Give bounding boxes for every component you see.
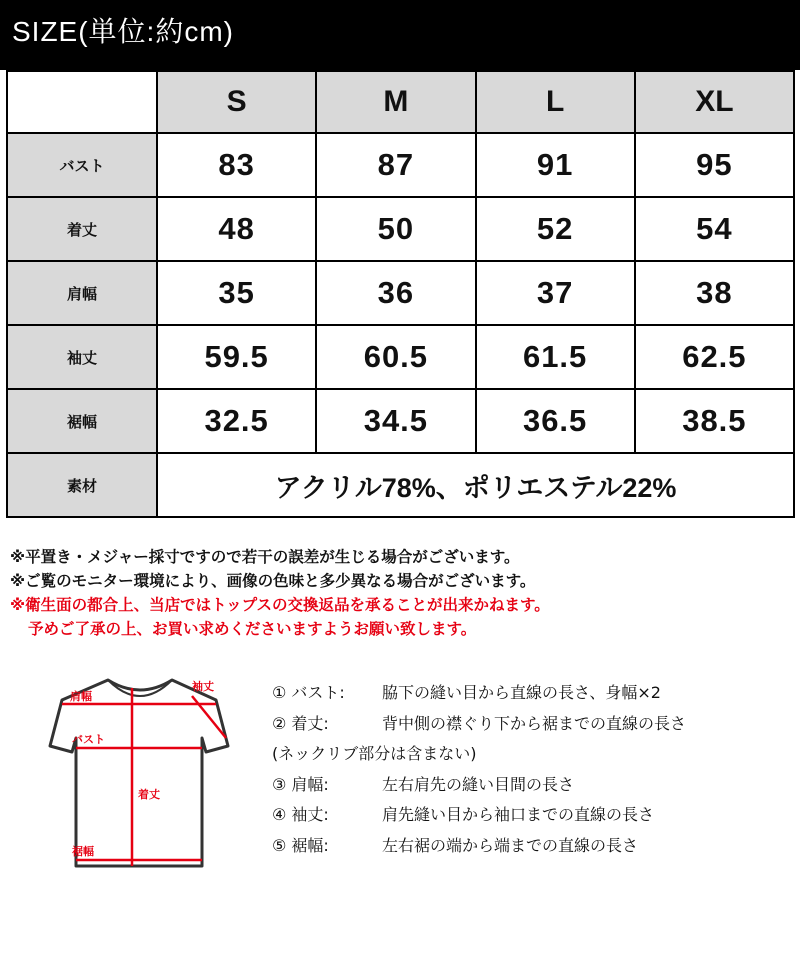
- row-label-length: 着丈: [7, 197, 157, 261]
- cell-value: 50: [316, 197, 475, 261]
- size-header-s: S: [157, 71, 316, 133]
- size-header-l: L: [476, 71, 635, 133]
- legend-desc: 肩先縫い目から袖口までの直線の長さ: [382, 805, 655, 824]
- diagram-label-sleeve: 袖丈: [192, 680, 214, 693]
- size-header-m: M: [316, 71, 475, 133]
- size-header-xl: XL: [635, 71, 794, 133]
- legend-item: [272, 770, 792, 801]
- legend-key: ③ 肩幅:: [272, 774, 329, 794]
- collar-outline: [108, 680, 172, 696]
- cell-value: 61.5: [476, 325, 635, 389]
- row-label-material: 素材: [7, 453, 157, 517]
- cell-value: 54: [635, 197, 794, 261]
- note-monitor: ※ご覧のモニター環境により、画像の色味と多少異なる場合がございます。: [10, 572, 536, 590]
- cell-value: 36: [316, 261, 475, 325]
- cell-value: 83: [157, 133, 316, 197]
- row-label-shoulder: 肩幅: [7, 261, 157, 325]
- row-label-bust: バスト: [7, 133, 157, 197]
- legend-key: ④ 袖丈:: [272, 805, 329, 824]
- measurement-legend: [272, 678, 792, 861]
- table-corner: [7, 71, 157, 133]
- cell-value: 91: [476, 133, 635, 197]
- cell-value: 32.5: [157, 389, 316, 453]
- legend-item: [272, 739, 792, 770]
- cell-value: 59.5: [157, 325, 316, 389]
- material-row: [7, 453, 794, 517]
- cell-value: 48: [157, 197, 316, 261]
- cell-value: 35: [157, 261, 316, 325]
- diagram-label-shoulder: 肩幅: [70, 690, 92, 703]
- cell-value: 60.5: [316, 325, 475, 389]
- cell-value: 37: [476, 261, 635, 325]
- diagram-label-hem: 裾幅: [72, 845, 94, 858]
- table-row: [7, 133, 794, 197]
- cell-value: 36.5: [476, 389, 635, 453]
- diagram-label-bust: バスト: [72, 733, 105, 746]
- cell-value: 62.5: [635, 325, 794, 389]
- cell-value: 52: [476, 197, 635, 261]
- legend-desc: 脇下の縫い目から直線の長さ、身幅×2: [382, 683, 661, 702]
- legend-key: ⑤ 裾幅:: [272, 835, 329, 855]
- diagram-label-length: 着丈: [138, 788, 160, 801]
- title-bar: [0, 0, 800, 70]
- legend-desc: 左右肩先の縫い目間の長さ: [382, 774, 575, 794]
- legend-key: ② 着丈:: [272, 713, 329, 733]
- legend-desc: 背中側の襟ぐり下から裾までの直線の長さ: [382, 713, 687, 733]
- cell-value: 34.5: [316, 389, 475, 453]
- row-label-sleeve: 袖丈: [7, 325, 157, 389]
- size-table: [6, 70, 795, 518]
- table-row: [7, 389, 794, 453]
- cell-value: 95: [635, 133, 794, 197]
- legend-item: [272, 800, 792, 831]
- legend-key: ① バスト:: [272, 683, 345, 702]
- size-header-row: [7, 71, 794, 133]
- cell-value: 87: [316, 133, 475, 197]
- page-title: SIZE(単位:約cm): [12, 16, 234, 47]
- legend-item: [272, 678, 792, 709]
- cell-value: 38.5: [635, 389, 794, 453]
- legend-desc: (ネックリブ部分は含まない): [272, 744, 477, 763]
- table-row: [7, 261, 794, 325]
- note-acknowledge: 予めご了承の上、お買い求めくださいますようお願い致します。: [28, 620, 477, 638]
- tshirt-measurement-diagram: [20, 668, 260, 893]
- note-measurement: ※平置き・メジャー採寸ですので若干の誤差が生じる場合がございます。: [10, 548, 520, 566]
- legend-item: [272, 709, 792, 740]
- cell-value: 38: [635, 261, 794, 325]
- legend-desc: 左右裾の端から端までの直線の長さ: [382, 835, 639, 855]
- table-row: [7, 197, 794, 261]
- row-label-hem: 裾幅: [7, 389, 157, 453]
- notes-block: [10, 545, 790, 641]
- material-value: アクリル78%、ポリエステル22%: [157, 453, 794, 517]
- legend-item: [272, 831, 792, 862]
- table-row: [7, 325, 794, 389]
- note-no-returns: ※衛生面の都合上、当店ではトップスの交換返品を承ることが出来かねます。: [10, 596, 550, 614]
